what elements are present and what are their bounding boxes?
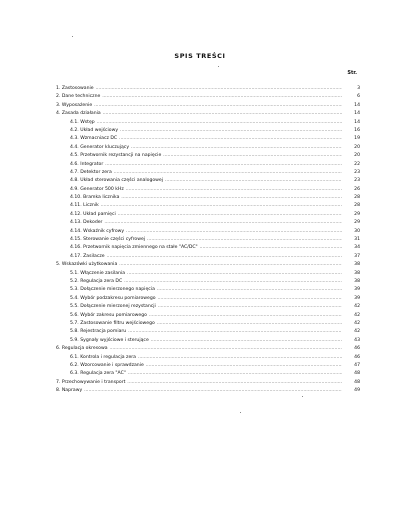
toc-entry bbox=[56, 319, 360, 327]
toc-entry bbox=[56, 151, 360, 159]
toc-entry-label: 4.15. Sterowanie części cyfrowej bbox=[70, 237, 146, 243]
toc-entry bbox=[56, 243, 360, 251]
toc-entry-page: 19 bbox=[354, 136, 360, 142]
toc-entry bbox=[56, 336, 360, 344]
toc-entry bbox=[56, 269, 360, 277]
dot-leader bbox=[84, 386, 342, 394]
toc-entry-label: 5.8. Rejestracja pomiaru bbox=[70, 329, 127, 335]
toc-entry-page: 28 bbox=[354, 203, 360, 209]
toc-entry-label: 5.3. Dołączenie mierzonego napięcia bbox=[70, 287, 155, 293]
toc-entry-page: 47 bbox=[354, 362, 360, 368]
toc-entry-page: 42 bbox=[354, 312, 360, 318]
toc-entry-page: 29 bbox=[354, 211, 360, 217]
toc-entry bbox=[56, 101, 360, 109]
toc-entry bbox=[56, 118, 360, 126]
toc-entry-page: 29 bbox=[354, 220, 360, 226]
toc-entry-label: 5.2. Regulacja zera DC bbox=[70, 278, 123, 284]
toc-entry-page: 3 bbox=[357, 86, 360, 91]
dot-leader bbox=[128, 369, 342, 377]
toc-entry-page: 26 bbox=[354, 186, 360, 192]
dot-leader bbox=[104, 218, 342, 226]
dot-leader bbox=[151, 336, 342, 344]
toc-entry-label: 4.9. Generator 500 kHz bbox=[70, 186, 124, 192]
dot-leader bbox=[163, 151, 342, 159]
toc-entry-label: 5.9. Sygnały wyjściowe i sterujące bbox=[70, 337, 149, 343]
toc-entry-label: 5.6. Wybór zakresu pomiarowego bbox=[70, 312, 147, 318]
toc-entry bbox=[56, 277, 360, 285]
toc-entry-label: 4.8. Układ sterowania części analogowej bbox=[70, 178, 164, 184]
dot-leader bbox=[101, 201, 342, 209]
toc-entry bbox=[56, 353, 360, 361]
toc-entry-page: 31 bbox=[354, 237, 360, 243]
dot-leader bbox=[124, 277, 342, 285]
toc-entry-page: 14 bbox=[354, 102, 360, 108]
toc-entry bbox=[56, 344, 360, 352]
toc-entry-page: 46 bbox=[354, 346, 360, 352]
dot-leader bbox=[128, 327, 342, 335]
toc-entry bbox=[56, 227, 360, 235]
scan-speck bbox=[218, 66, 219, 67]
toc-entry bbox=[56, 386, 360, 394]
toc-entry bbox=[56, 92, 360, 100]
dot-leader bbox=[107, 252, 342, 260]
dot-leader bbox=[127, 378, 342, 386]
toc-entry-label: 2. Dane techniczne bbox=[56, 94, 101, 100]
toc-entry-label: 4.2. Układ wejściowy bbox=[70, 127, 119, 133]
toc-entry-page: 38 bbox=[354, 270, 360, 276]
dot-leader bbox=[119, 260, 342, 268]
toc-entry-label: 4.5. Przetwornik rezystancji na napięcie bbox=[70, 153, 162, 159]
toc-entry-label: 4.12. Układ pamięci bbox=[70, 211, 116, 217]
dot-leader bbox=[103, 109, 342, 117]
toc-entry-page: 14 bbox=[354, 111, 360, 117]
dot-leader bbox=[121, 193, 342, 201]
toc-entry-page: 43 bbox=[354, 337, 360, 343]
dot-leader bbox=[127, 269, 342, 277]
toc-entry-page: 23 bbox=[354, 169, 360, 175]
toc-entry-label: 4.13. Dekoder bbox=[70, 220, 103, 226]
dot-leader bbox=[157, 319, 342, 327]
dot-leader bbox=[157, 285, 342, 293]
toc-entry-page: 42 bbox=[354, 329, 360, 335]
toc-entry bbox=[56, 378, 360, 386]
dot-leader bbox=[126, 227, 342, 235]
toc-entry-page: 20 bbox=[354, 144, 360, 150]
toc-entry-label: 5.1. Włączenie zasilania bbox=[70, 270, 126, 276]
dot-leader bbox=[105, 160, 342, 168]
dot-leader bbox=[165, 176, 342, 184]
toc-entry-label: 5.7. Zastosowanie filtru wejściowego bbox=[70, 320, 155, 326]
toc-entry-page: 38 bbox=[354, 262, 360, 268]
dot-leader bbox=[146, 361, 342, 369]
dot-leader bbox=[158, 294, 342, 302]
toc-entry-label: 8. Naprawy bbox=[56, 388, 83, 394]
toc-entry-label: 4.14. Wskaźnik cyfrowy bbox=[70, 228, 125, 234]
toc-entry bbox=[56, 109, 360, 117]
toc-entry-label: 3. Wyposażenie bbox=[56, 102, 93, 108]
toc-entry bbox=[56, 201, 360, 209]
toc-entry-page: 49 bbox=[354, 388, 360, 394]
dot-leader bbox=[102, 92, 342, 100]
dot-leader bbox=[110, 344, 342, 352]
table-of-contents bbox=[56, 84, 360, 394]
toc-entry bbox=[56, 294, 360, 302]
toc-entry-label: 6. Regulacja okresowa bbox=[56, 346, 108, 352]
toc-entry-page: 30 bbox=[354, 228, 360, 234]
toc-entry-label: 4. Zasada działania bbox=[56, 111, 101, 117]
page-column-header: Str. bbox=[347, 70, 357, 76]
toc-entry-label: 6.3. Regulacja zera "AC" bbox=[70, 371, 126, 377]
toc-entry bbox=[56, 134, 360, 142]
toc-entry bbox=[56, 285, 360, 293]
dot-leader bbox=[200, 243, 342, 251]
toc-entry bbox=[56, 327, 360, 335]
toc-entry-label: 6.1. Kontrola i regulacja zera bbox=[70, 354, 136, 360]
toc-entry-page: 28 bbox=[354, 195, 360, 201]
toc-entry-page: 20 bbox=[354, 153, 360, 159]
toc-entry-label: 4.6. Integrator bbox=[70, 161, 104, 167]
toc-entry-label: 4.16. Przetwornik napięcia zmiennego na stałe "AC/DC" bbox=[70, 245, 198, 251]
scan-speck bbox=[240, 412, 241, 413]
page-title: SPIS TREŚCI bbox=[174, 52, 226, 60]
toc-entry-page: 37 bbox=[354, 253, 360, 259]
toc-entry bbox=[56, 361, 360, 369]
toc-entry bbox=[56, 185, 360, 193]
toc-entry bbox=[56, 302, 360, 310]
toc-entry-page: 42 bbox=[354, 320, 360, 326]
dot-leader bbox=[126, 185, 342, 193]
toc-entry bbox=[56, 193, 360, 201]
dot-leader bbox=[119, 134, 342, 142]
toc-entry-label: 4.4. Generator kluczujący bbox=[70, 144, 130, 150]
toc-entry-page: 16 bbox=[354, 127, 360, 133]
toc-entry-page: 42 bbox=[354, 304, 360, 310]
toc-entry bbox=[56, 143, 360, 151]
dot-leader bbox=[114, 168, 342, 176]
toc-entry bbox=[56, 260, 360, 268]
toc-entry bbox=[56, 252, 360, 260]
toc-entry bbox=[56, 369, 360, 377]
toc-entry-page: 48 bbox=[354, 371, 360, 377]
toc-entry bbox=[56, 235, 360, 243]
toc-entry-label: 4.1. Wstęp bbox=[70, 119, 95, 125]
toc-entry-page: 39 bbox=[354, 287, 360, 293]
toc-entry-page: 14 bbox=[354, 119, 360, 125]
toc-entry-page: 34 bbox=[354, 245, 360, 251]
toc-entry bbox=[56, 126, 360, 134]
scan-speck bbox=[72, 36, 73, 37]
toc-entry-label: 1. Zastosowanie bbox=[56, 86, 94, 91]
toc-entry-label: 4.17. Zasilacze bbox=[70, 253, 105, 259]
toc-entry-label: 5. Wskazówki użytkowania bbox=[56, 262, 118, 268]
toc-entry bbox=[56, 210, 360, 218]
toc-entry-page: 23 bbox=[354, 178, 360, 184]
toc-entry-page: 22 bbox=[354, 161, 360, 167]
dot-leader bbox=[97, 118, 342, 126]
toc-entry-label: 5.5. Dołączenie mierzonej rezystancji bbox=[70, 304, 156, 310]
toc-entry-page: 38 bbox=[354, 278, 360, 284]
toc-entry-page: 6 bbox=[357, 94, 360, 100]
toc-entry bbox=[56, 311, 360, 319]
toc-entry bbox=[56, 160, 360, 168]
toc-entry bbox=[56, 218, 360, 226]
toc-entry-label: 4.11. Licznik bbox=[70, 203, 99, 209]
toc-entry-page: 48 bbox=[354, 379, 360, 385]
toc-entry bbox=[56, 84, 360, 92]
toc-entry-label: 4.10. Bramka licznika bbox=[70, 195, 120, 201]
dot-leader bbox=[118, 210, 342, 218]
toc-entry-label: 4.3. Wzmacniacz DC bbox=[70, 136, 118, 142]
toc-entry-label: 6.2. Wzorcowanie i sprawdzanie bbox=[70, 362, 144, 368]
toc-entry-label: 7. Przechowywanie i transport bbox=[56, 379, 126, 385]
toc-entry-label: 5.4. Wybór podzakresu pomiarowego bbox=[70, 295, 156, 301]
scan-speck bbox=[302, 396, 303, 397]
toc-entry-page: 46 bbox=[354, 354, 360, 360]
dot-leader bbox=[147, 235, 342, 243]
dot-leader bbox=[96, 84, 342, 92]
toc-entry bbox=[56, 176, 360, 184]
toc-entry-label: 4.7. Detektor zera bbox=[70, 169, 112, 175]
dot-leader bbox=[120, 126, 342, 134]
dot-leader bbox=[149, 311, 342, 319]
dot-leader bbox=[131, 143, 342, 151]
toc-entry-page: 39 bbox=[354, 295, 360, 301]
dot-leader bbox=[158, 302, 342, 310]
dot-leader bbox=[94, 101, 342, 109]
dot-leader bbox=[138, 353, 342, 361]
toc-entry bbox=[56, 168, 360, 176]
